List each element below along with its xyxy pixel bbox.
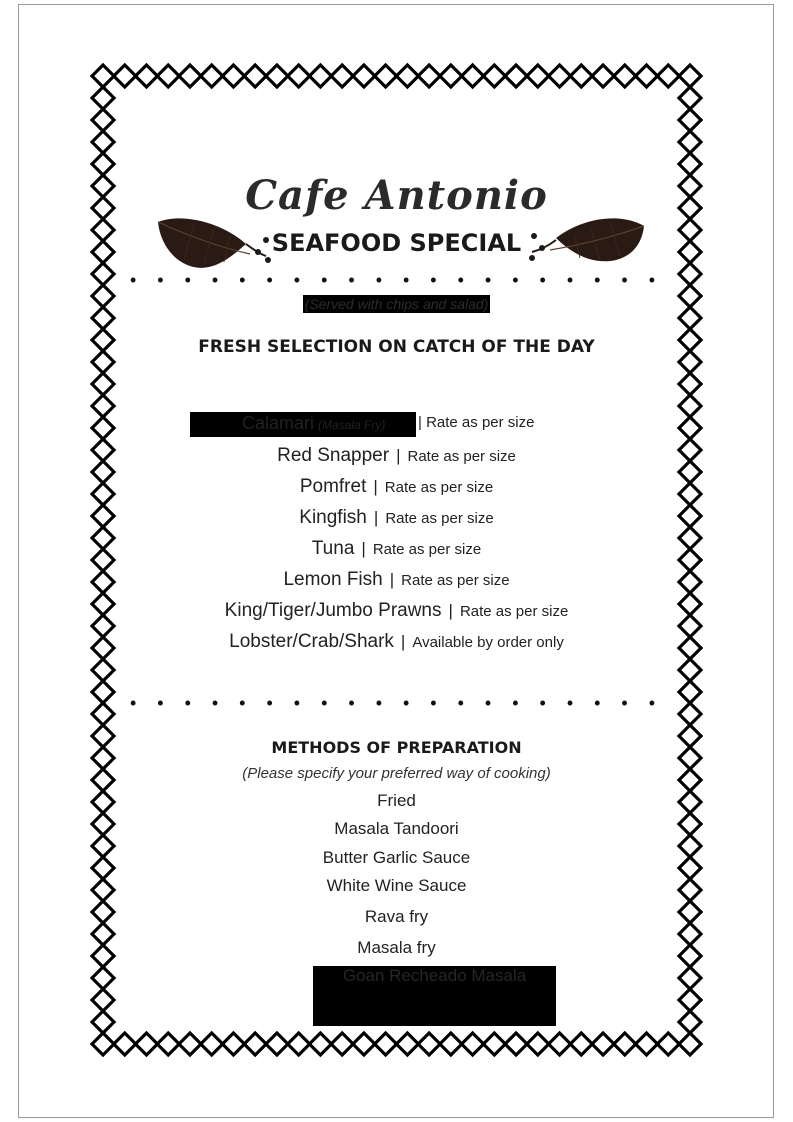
served-note-wrap [0,295,793,314]
rate-text: Rate as per size [385,510,494,527]
menu-item-name: Lobster/Crab/Shark [229,631,394,652]
method-item: Masala fry [357,938,436,957]
menu-item [0,445,793,467]
separator: | [418,414,422,431]
dot-divider: • • • • • • • • • • • • • • • • • • • • [129,270,664,290]
method-item-redacted: Goan Recheado Masala [342,966,527,985]
dot-divider: • • • • • • • • • • • • • • • • • • • • [129,693,664,713]
rate-text: Available by order only [412,634,564,651]
menu-item [0,631,793,653]
special-title: SEAFOOD SPECIAL [271,229,522,257]
menu-item-name: Pomfret [299,476,367,497]
methods-heading: METHODS OF PREPARATION [271,738,522,757]
menu-item-name: Tuna [311,538,355,559]
rate-text: Rate as per size [407,448,516,465]
method-item: White Wine Sauce [326,876,467,895]
separator: | [396,446,401,465]
separator: | [373,477,378,496]
served-note: (Served with chips and salad) [304,296,489,312]
rate-text: Rate as per size [426,414,535,431]
method-item: Masala Tandoori [334,819,459,838]
selection-heading: FRESH SELECTION ON CATCH OF THE DAY [198,337,595,357]
menu-item [0,476,793,498]
menu-item-name: Red Snapper [277,445,390,466]
rate-text: Rate as per size [372,541,482,558]
menu-item [0,538,793,560]
method-item: Fried [377,791,416,810]
menu-item-calamari [242,413,385,434]
method-item: Butter Garlic Sauce [322,848,471,867]
separator: | [373,508,379,527]
menu-item [0,600,793,622]
menu-item-name: King/Tiger/Jumbo Prawns [224,600,442,621]
cafe-name: Cafe Antonio [245,172,548,219]
menu-item-rate [418,414,534,431]
methods-note: (Please specify your preferred way of cooking) [242,765,551,782]
rate-text: Rate as per size [459,603,569,620]
rate-text: Rate as per size [384,479,494,496]
separator: | [361,539,366,558]
menu-item-note: (Masala Fry) [318,418,386,432]
menu-item-name: Calamari [242,413,315,433]
menu-item-name: Kingfish [299,507,367,528]
menu-item [0,569,793,591]
separator: | [400,632,406,651]
method-item: Rava fry [364,907,429,926]
separator: | [448,601,453,620]
rate-text: Rate as per size [401,572,510,589]
menu-item-name: Lemon Fish [283,569,383,590]
menu-item [0,507,793,529]
separator: | [389,570,395,589]
